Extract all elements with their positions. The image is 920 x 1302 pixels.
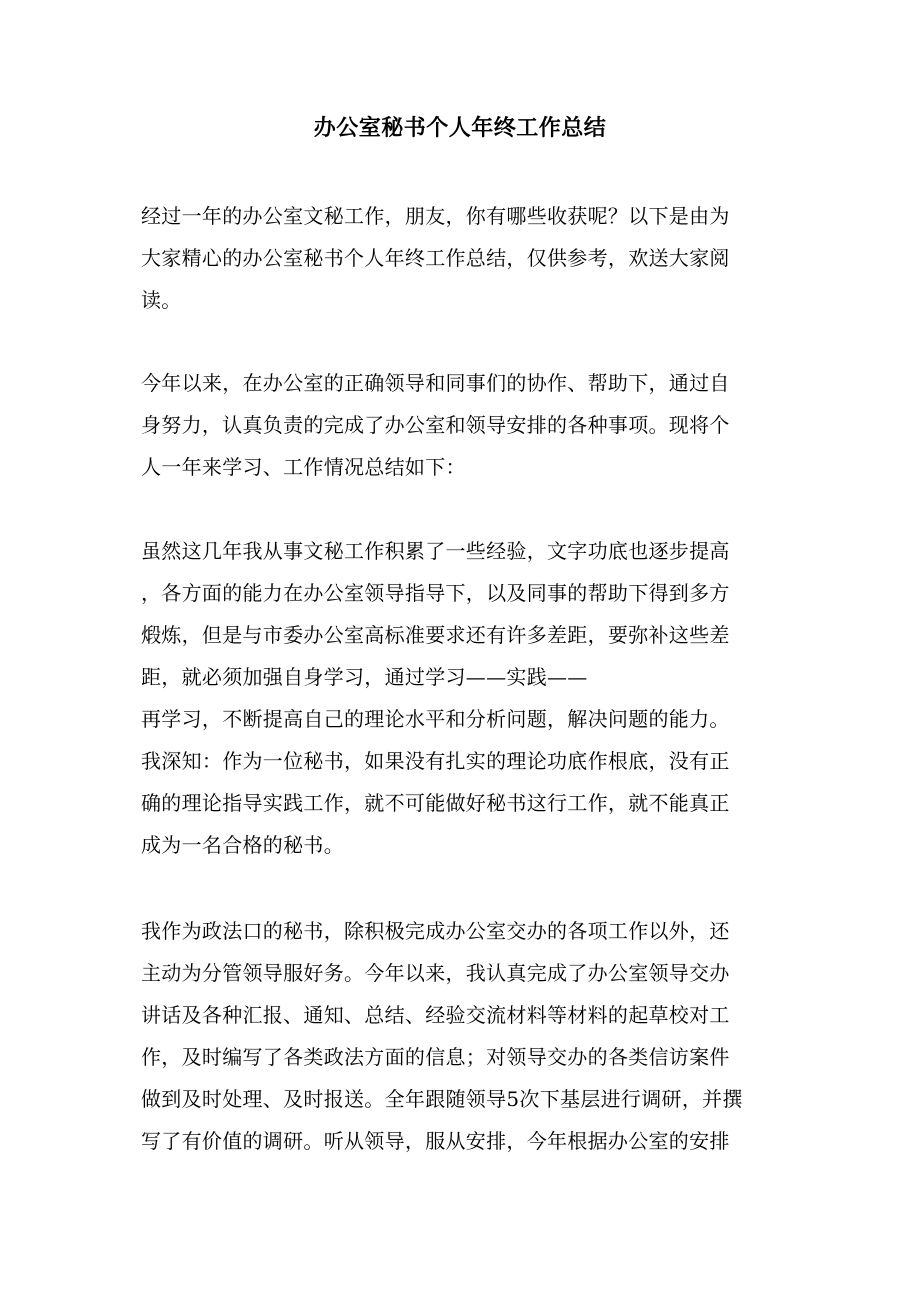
text-line: 确的理论指导实践工作，就不可能做好秘书这行工作，就不能真正 xyxy=(141,791,730,815)
paragraph-study xyxy=(141,530,781,866)
text-line: 作，及时编写了各类政法方面的信息；对领导交办的各类信访案件 xyxy=(141,1045,730,1069)
text-line: 今年以来，在办公室的正确领导和同事们的协作、帮助下，通过自 xyxy=(141,371,730,395)
text-line: 讲话及各种汇报、通知、总结、经验交流材料等材料的起草校对工 xyxy=(141,1003,730,1027)
text-line: 虽然这几年我从事文秘工作积累了一些经验，文字功底也逐步提高 xyxy=(141,539,730,563)
document-title: 办公室秘书个人年终工作总结 xyxy=(313,115,607,141)
text-line: 成为一名合格的秘书。 xyxy=(141,833,344,857)
text-line: 我深知：作为一位秘书，如果没有扎实的理论功底作根底，没有正 xyxy=(141,749,730,773)
paragraph-intro xyxy=(141,195,781,321)
text-line: 主动为分管领导服好务。今年以来，我认真完成了办公室领导交办 xyxy=(141,961,730,985)
text-line: 经过一年的办公室文秘工作，朋友，你有哪些收获呢？以下是由为 xyxy=(141,204,730,228)
text-line: 读。 xyxy=(141,288,182,312)
text-line: 做到及时处理、及时报送。全年跟随领导5次下基层进行调研，并撰 xyxy=(141,1087,743,1111)
text-line: 再学习，不断提高自己的理论水平和分析问题，解决问题的能力。 xyxy=(141,707,730,731)
text-line: 我作为政法口的秘书，除积极完成办公室交办的各项工作以外，还 xyxy=(141,919,730,943)
text-line: 煅炼，但是与市委办公室高标准要求还有许多差距，要弥补这些差 xyxy=(141,623,730,647)
text-line: 写了有价值的调研。听从领导，服从安排，今年根据办公室的安排 xyxy=(141,1129,730,1153)
paragraph-work xyxy=(141,910,781,1162)
text-line: 距，就必须加强自身学习，通过学习——实践—— xyxy=(141,665,588,689)
text-line: 身努力，认真负责的完成了办公室和领导安排的各种事项。现将个 xyxy=(141,413,730,437)
text-line: 人一年来学习、工作情况总结如下： xyxy=(141,455,466,479)
paragraph-overview xyxy=(141,362,781,488)
text-line: ，各方面的能力在办公室领导指导下，以及同事的帮助下得到多方 xyxy=(141,581,730,605)
text-line: 大家精心的办公室秘书个人年终工作总结，仅供参考，欢送大家阅 xyxy=(141,246,730,270)
